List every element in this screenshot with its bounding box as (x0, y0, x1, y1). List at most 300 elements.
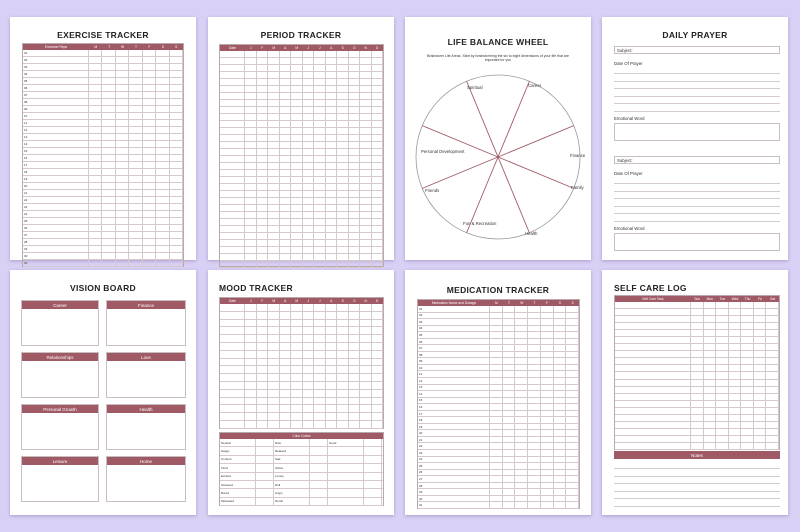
table-cell[interactable] (170, 260, 183, 266)
table-cell[interactable] (691, 365, 704, 371)
table-cell[interactable] (291, 247, 303, 253)
table-cell[interactable] (360, 198, 372, 204)
table-cell[interactable] (303, 212, 315, 218)
table-cell[interactable] (170, 232, 183, 238)
table-cell[interactable] (89, 120, 102, 126)
table-cell[interactable] (245, 142, 257, 148)
table-cell[interactable] (245, 359, 257, 366)
table-cell[interactable] (566, 417, 579, 423)
table-cell[interactable] (337, 390, 349, 397)
table-cell[interactable] (245, 198, 257, 204)
table-cell[interactable] (291, 79, 303, 85)
table-cell[interactable] (143, 211, 156, 217)
table-cell[interactable] (303, 366, 315, 373)
table-cell[interactable] (314, 72, 326, 78)
table-cell[interactable] (102, 134, 115, 140)
table-cell[interactable] (116, 50, 129, 56)
table-cell[interactable] (156, 190, 169, 196)
table-cell[interactable] (314, 170, 326, 176)
table-cell[interactable] (360, 413, 372, 420)
table-cell[interactable] (326, 366, 338, 373)
table-cell[interactable] (314, 86, 326, 92)
table-cell[interactable] (326, 142, 338, 148)
table-cell[interactable] (372, 72, 384, 78)
table-cell[interactable] (314, 320, 326, 327)
table-cell[interactable] (291, 374, 303, 381)
table-cell[interactable] (741, 415, 754, 421)
table-cell[interactable] (303, 421, 315, 428)
table-cell[interactable] (314, 79, 326, 85)
table-cell[interactable] (528, 398, 541, 404)
mood-code-swatch[interactable] (364, 481, 382, 488)
table-cell[interactable] (156, 141, 169, 147)
table-cell[interactable] (268, 390, 280, 397)
table-cell[interactable] (170, 218, 183, 224)
table-cell[interactable] (360, 421, 372, 428)
table-cell[interactable] (360, 398, 372, 405)
table-cell[interactable] (360, 170, 372, 176)
table-cell[interactable] (291, 212, 303, 218)
table-cell[interactable] (349, 163, 361, 169)
table-cell[interactable] (129, 141, 142, 147)
table-cell[interactable] (490, 489, 503, 495)
table-cell[interactable] (326, 405, 338, 412)
table-cell[interactable] (314, 51, 326, 57)
table-cell[interactable] (541, 352, 554, 358)
table-cell[interactable] (754, 422, 767, 428)
table-cell[interactable] (515, 319, 528, 325)
table-cell[interactable] (691, 422, 704, 428)
table-cell[interactable] (337, 58, 349, 64)
table-cell[interactable] (372, 135, 384, 141)
table-cell[interactable] (268, 233, 280, 239)
table-cell[interactable] (303, 86, 315, 92)
table-cell[interactable] (503, 365, 516, 371)
table-cell[interactable] (257, 304, 269, 311)
table-cell[interactable] (704, 323, 717, 329)
table-cell[interactable] (156, 92, 169, 98)
table-cell[interactable] (116, 155, 129, 161)
table-cell[interactable] (129, 120, 142, 126)
table-cell[interactable] (515, 326, 528, 332)
table-cell[interactable] (303, 163, 315, 169)
table-cell[interactable] (129, 162, 142, 168)
table-cell[interactable] (372, 93, 384, 99)
table-cell[interactable] (89, 99, 102, 105)
table-cell[interactable] (704, 415, 717, 421)
prayer-line[interactable] (614, 81, 780, 82)
table-cell[interactable] (170, 162, 183, 168)
table-cell[interactable] (129, 127, 142, 133)
table-cell[interactable] (490, 404, 503, 410)
table-cell[interactable] (360, 177, 372, 183)
table-cell[interactable] (116, 169, 129, 175)
table-cell[interactable] (143, 99, 156, 105)
table-cell[interactable] (314, 121, 326, 127)
table-cell[interactable] (337, 405, 349, 412)
table-cell[interactable] (541, 430, 554, 436)
table-cell[interactable] (314, 135, 326, 141)
table-cell[interactable] (372, 219, 384, 225)
table-cell[interactable] (170, 190, 183, 196)
table-cell[interactable] (245, 327, 257, 334)
table-cell[interactable] (372, 86, 384, 92)
table-cell[interactable] (541, 404, 554, 410)
table-cell[interactable] (156, 99, 169, 105)
table-cell[interactable] (716, 415, 729, 421)
table-cell[interactable] (280, 86, 292, 92)
table-cell[interactable] (280, 413, 292, 420)
table-cell[interactable] (372, 142, 384, 148)
table-cell[interactable] (268, 51, 280, 57)
table-cell[interactable] (303, 351, 315, 358)
table-cell[interactable] (541, 489, 554, 495)
table-cell[interactable] (704, 351, 717, 357)
table-cell[interactable] (541, 457, 554, 463)
table-cell[interactable] (314, 390, 326, 397)
table-cell[interactable] (116, 218, 129, 224)
table-cell[interactable] (490, 385, 503, 391)
table-cell[interactable] (280, 343, 292, 350)
table-cell[interactable] (102, 127, 115, 133)
table-cell[interactable] (528, 496, 541, 502)
table-cell[interactable] (291, 382, 303, 389)
emotional-word-field[interactable] (614, 123, 780, 141)
table-cell[interactable] (337, 100, 349, 106)
table-cell[interactable] (515, 345, 528, 351)
table-cell[interactable] (503, 417, 516, 423)
table-cell[interactable] (691, 387, 704, 393)
table-cell[interactable] (303, 170, 315, 176)
table-cell[interactable] (337, 398, 349, 405)
table-cell[interactable] (754, 316, 767, 322)
table-cell[interactable] (245, 405, 257, 412)
table-cell[interactable] (291, 51, 303, 57)
table-cell[interactable] (349, 247, 361, 253)
table-cell[interactable] (257, 240, 269, 246)
table-cell[interactable] (337, 177, 349, 183)
table-cell[interactable] (280, 114, 292, 120)
table-cell[interactable] (303, 191, 315, 197)
table-cell[interactable] (337, 374, 349, 381)
table-cell[interactable] (554, 365, 567, 371)
table-cell[interactable] (303, 51, 315, 57)
table-cell[interactable] (89, 106, 102, 112)
table-cell[interactable] (314, 128, 326, 134)
table-cell[interactable] (156, 204, 169, 210)
table-cell[interactable] (503, 313, 516, 319)
table-cell[interactable] (257, 72, 269, 78)
table-cell[interactable] (716, 351, 729, 357)
table-cell[interactable] (314, 247, 326, 253)
table-cell[interactable] (245, 320, 257, 327)
table-cell[interactable] (337, 261, 349, 267)
table-cell[interactable] (528, 424, 541, 430)
table-cell[interactable] (268, 184, 280, 190)
table-cell[interactable] (102, 232, 115, 238)
table-cell[interactable] (541, 437, 554, 443)
table-cell[interactable] (291, 219, 303, 225)
table-cell[interactable] (704, 316, 717, 322)
notes-line[interactable] (614, 483, 780, 484)
table-cell[interactable] (372, 312, 384, 319)
table-cell[interactable] (102, 246, 115, 252)
table-cell[interactable] (89, 253, 102, 259)
table-cell[interactable] (704, 344, 717, 350)
table-cell[interactable] (303, 320, 315, 327)
table-cell[interactable] (503, 489, 516, 495)
table-cell[interactable] (528, 371, 541, 377)
table-cell[interactable] (729, 443, 742, 449)
table-cell[interactable] (280, 327, 292, 334)
table-cell[interactable] (280, 261, 292, 267)
table-cell[interactable] (314, 212, 326, 218)
table-cell[interactable] (515, 437, 528, 443)
table-cell[interactable] (704, 422, 717, 428)
table-cell[interactable] (566, 496, 579, 502)
table-cell[interactable] (129, 239, 142, 245)
table-cell[interactable] (729, 309, 742, 315)
table-cell[interactable] (143, 78, 156, 84)
table-cell[interactable] (245, 205, 257, 211)
table-cell[interactable] (257, 51, 269, 57)
table-cell[interactable] (143, 169, 156, 175)
table-cell[interactable] (691, 372, 704, 378)
table-cell[interactable] (143, 141, 156, 147)
mood-code-swatch[interactable] (256, 456, 274, 463)
table-cell[interactable] (528, 430, 541, 436)
table-cell[interactable] (326, 128, 338, 134)
table-cell[interactable] (337, 219, 349, 225)
table-cell[interactable] (326, 79, 338, 85)
table-cell[interactable] (754, 351, 767, 357)
table-cell[interactable] (337, 65, 349, 71)
table-cell[interactable] (566, 483, 579, 489)
table-cell[interactable] (156, 246, 169, 252)
table-cell[interactable] (741, 387, 754, 393)
table-cell[interactable] (326, 335, 338, 342)
table-cell[interactable] (280, 304, 292, 311)
table-cell[interactable] (360, 128, 372, 134)
table-cell[interactable] (503, 470, 516, 476)
table-cell[interactable] (515, 470, 528, 476)
table-cell[interactable] (143, 85, 156, 91)
table-cell[interactable] (326, 240, 338, 246)
table-cell[interactable] (314, 191, 326, 197)
table-cell[interactable] (268, 382, 280, 389)
table-cell[interactable] (372, 390, 384, 397)
table-cell[interactable] (291, 191, 303, 197)
table-cell[interactable] (129, 253, 142, 259)
table-cell[interactable] (729, 337, 742, 343)
table-cell[interactable] (372, 163, 384, 169)
table-cell[interactable] (337, 320, 349, 327)
table-cell[interactable] (349, 135, 361, 141)
table-cell[interactable] (116, 71, 129, 77)
table-cell[interactable] (337, 359, 349, 366)
table-cell[interactable] (89, 218, 102, 224)
table-cell[interactable] (245, 51, 257, 57)
table-cell[interactable] (245, 226, 257, 232)
table-cell[interactable] (116, 106, 129, 112)
table-cell[interactable] (372, 51, 384, 57)
table-cell[interactable] (268, 413, 280, 420)
table-cell[interactable] (314, 382, 326, 389)
prayer-line[interactable] (614, 198, 780, 199)
table-cell[interactable] (528, 489, 541, 495)
table-cell[interactable] (541, 313, 554, 319)
table-cell[interactable] (314, 156, 326, 162)
table-cell[interactable] (503, 345, 516, 351)
table-cell[interactable] (245, 343, 257, 350)
table-cell[interactable] (349, 51, 361, 57)
table-cell[interactable] (716, 365, 729, 371)
table-cell[interactable] (268, 335, 280, 342)
table-cell[interactable] (503, 306, 516, 312)
table-cell[interactable] (503, 378, 516, 384)
table-cell[interactable] (349, 374, 361, 381)
table-cell[interactable] (314, 177, 326, 183)
table-cell[interactable] (716, 372, 729, 378)
table-cell[interactable] (528, 450, 541, 456)
table-cell[interactable] (89, 78, 102, 84)
table-cell[interactable] (372, 121, 384, 127)
table-cell[interactable] (490, 358, 503, 364)
table-cell[interactable] (326, 398, 338, 405)
table-cell[interactable] (541, 345, 554, 351)
table-cell[interactable] (102, 64, 115, 70)
table-cell[interactable] (280, 212, 292, 218)
table-cell[interactable] (566, 437, 579, 443)
table-cell[interactable] (280, 177, 292, 183)
table-cell[interactable] (268, 421, 280, 428)
table-cell[interactable] (337, 184, 349, 190)
table-cell[interactable] (102, 190, 115, 196)
table-cell[interactable] (554, 391, 567, 397)
table-cell[interactable] (257, 198, 269, 204)
table-cell[interactable] (741, 337, 754, 343)
table-cell[interactable] (257, 149, 269, 155)
table-cell[interactable] (490, 430, 503, 436)
mood-code-swatch[interactable] (364, 464, 382, 471)
table-cell[interactable] (372, 421, 384, 428)
table-cell[interactable] (372, 254, 384, 260)
table-cell[interactable] (245, 366, 257, 373)
table-cell[interactable] (566, 358, 579, 364)
table-cell[interactable] (704, 358, 717, 364)
table-cell[interactable] (528, 326, 541, 332)
table-cell[interactable] (326, 100, 338, 106)
table-cell[interactable] (729, 330, 742, 336)
table-cell[interactable] (729, 387, 742, 393)
table-cell[interactable] (503, 385, 516, 391)
table-cell[interactable] (314, 233, 326, 239)
table-cell[interactable] (314, 374, 326, 381)
table-cell[interactable] (360, 65, 372, 71)
table-cell[interactable] (554, 443, 567, 449)
table-cell[interactable] (349, 421, 361, 428)
table-cell[interactable] (716, 394, 729, 400)
table-cell[interactable] (303, 128, 315, 134)
table-cell[interactable] (528, 365, 541, 371)
table-cell[interactable] (554, 502, 567, 508)
table-cell[interactable] (89, 239, 102, 245)
table-cell[interactable] (245, 184, 257, 190)
table-cell[interactable] (716, 436, 729, 442)
table-cell[interactable] (490, 476, 503, 482)
table-cell[interactable] (541, 358, 554, 364)
table-cell[interactable] (372, 351, 384, 358)
table-cell[interactable] (360, 93, 372, 99)
table-cell[interactable] (102, 239, 115, 245)
table-cell[interactable] (741, 323, 754, 329)
table-cell[interactable] (326, 191, 338, 197)
table-cell[interactable] (257, 86, 269, 92)
table-cell[interactable] (280, 170, 292, 176)
table-cell[interactable] (490, 326, 503, 332)
table-cell[interactable] (245, 212, 257, 218)
table-cell[interactable] (337, 247, 349, 253)
table-cell[interactable] (245, 128, 257, 134)
table-cell[interactable] (257, 320, 269, 327)
table-cell[interactable] (515, 450, 528, 456)
table-cell[interactable] (490, 352, 503, 358)
table-cell[interactable] (503, 411, 516, 417)
table-cell[interactable] (349, 177, 361, 183)
table-cell[interactable] (729, 372, 742, 378)
table-cell[interactable] (291, 320, 303, 327)
table-cell[interactable] (291, 226, 303, 232)
table-cell[interactable] (337, 382, 349, 389)
table-cell[interactable] (280, 128, 292, 134)
table-cell[interactable] (291, 366, 303, 373)
table-cell[interactable] (156, 169, 169, 175)
table-cell[interactable] (716, 323, 729, 329)
table-cell[interactable] (116, 141, 129, 147)
table-cell[interactable] (257, 93, 269, 99)
table-cell[interactable] (515, 502, 528, 508)
table-cell[interactable] (129, 155, 142, 161)
table-cell[interactable] (156, 50, 169, 56)
table-cell[interactable] (303, 240, 315, 246)
table-cell[interactable] (372, 177, 384, 183)
table-cell[interactable] (360, 142, 372, 148)
table-cell[interactable] (566, 371, 579, 377)
table-cell[interactable] (766, 365, 779, 371)
table-cell[interactable] (766, 351, 779, 357)
table-cell[interactable] (291, 327, 303, 334)
table-cell[interactable] (566, 430, 579, 436)
table-cell[interactable] (541, 424, 554, 430)
table-cell[interactable] (170, 253, 183, 259)
table-cell[interactable] (490, 443, 503, 449)
table-cell[interactable] (541, 378, 554, 384)
table-cell[interactable] (503, 463, 516, 469)
table-cell[interactable] (268, 79, 280, 85)
table-cell[interactable] (372, 128, 384, 134)
table-cell[interactable] (326, 343, 338, 350)
table-cell[interactable] (515, 404, 528, 410)
table-cell[interactable] (360, 405, 372, 412)
table-cell[interactable] (754, 323, 767, 329)
table-cell[interactable] (503, 430, 516, 436)
table-cell[interactable] (280, 135, 292, 141)
table-cell[interactable] (303, 374, 315, 381)
table-cell[interactable] (337, 51, 349, 57)
table-cell[interactable] (554, 424, 567, 430)
table-cell[interactable] (566, 391, 579, 397)
table-cell[interactable] (490, 483, 503, 489)
